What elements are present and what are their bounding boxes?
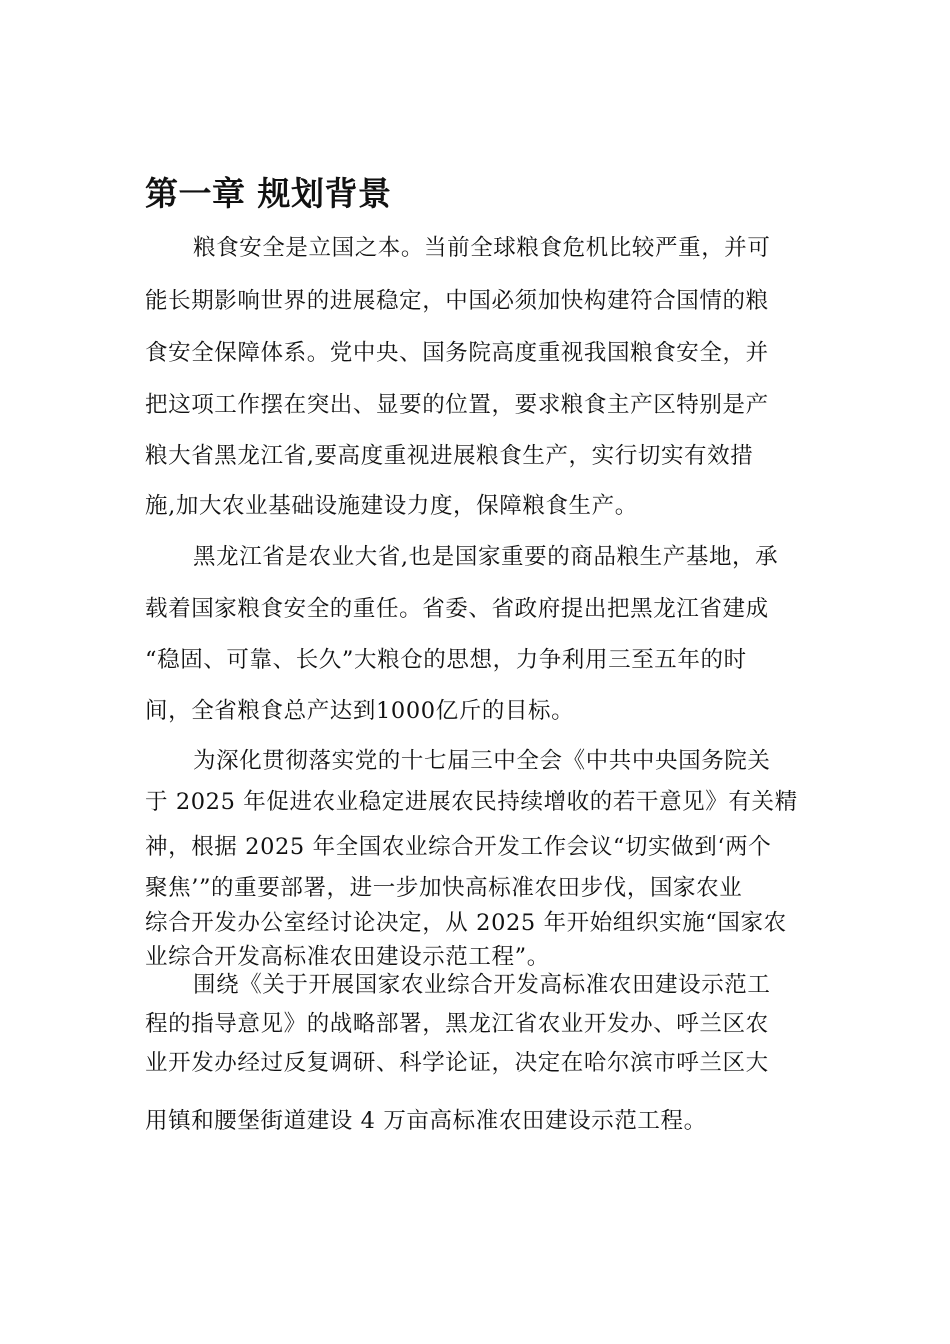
paragraph-2-line-4: 间，全省粮食总产达到1000亿斤的目标。 — [145, 698, 575, 724]
paragraph-2-line-1: 黑龙江省是农业大省,也是国家重要的商品粮生产基地，承 — [193, 544, 779, 570]
paragraph-3-line-3: 神，根据 2025 年全国农业综合开发工作会议“切实做到‘两个 — [145, 834, 772, 860]
paragraph-2-line-3: “稳固、可靠、长久”大粮仓的思想，力争利用三至五年的时 — [145, 647, 747, 673]
paragraph-3-line-2: 于 2025 年促进农业稳定进展农民持续增收的若干意见》有关精 — [145, 789, 798, 815]
paragraph-3-line-6: 业综合开发高标准农田建设示范工程”。 — [145, 944, 550, 970]
chapter-title: 第一章 规划背景 — [145, 174, 392, 213]
paragraph-2-line-2: 载着国家粮食安全的重任。省委、省政府提出把黑龙江省建成 — [145, 596, 769, 622]
paragraph-1-line-5: 粮大省黑龙江省,要高度重视进展粮食生产，实行切实有效措 — [145, 443, 754, 469]
paragraph-3-line-1: 为深化贯彻落实党的十七届三中全会《中共中央国务院关 — [193, 748, 771, 774]
paragraph-1-line-3: 食安全保障体系。党中央、国务院高度重视我国粮食安全，并 — [145, 340, 769, 366]
paragraph-4-line-1: 围绕《关于开展国家农业综合开发高标准农田建设示范工 — [193, 972, 771, 998]
paragraph-3-line-5: 综合开发办公室经讨论决定，从 2025 年开始组织实施“国家农 — [145, 910, 787, 936]
paragraph-1-line-4: 把这项工作摆在突出、显要的位置，要求粮食主产区特别是产 — [145, 392, 769, 418]
paragraph-4-line-4: 用镇和腰堡街道建设 4 万亩高标准农田建设示范工程。 — [145, 1108, 707, 1134]
paragraph-1-line-1: 粮食安全是立国之本。当前全球粮食危机比较严重，并可 — [193, 235, 771, 261]
paragraph-4-line-3: 业开发办经过反复调研、科学论证，决定在哈尔滨市呼兰区大 — [145, 1050, 769, 1076]
paragraph-1-line-2: 能长期影响世界的进展稳定，中国必须加快构建符合国情的粮 — [145, 288, 769, 314]
paragraph-3-line-4: 聚焦’”的重要部署，进一步加快高标准农田步伐，国家农业 — [145, 875, 743, 901]
paragraph-4-line-2: 程的指导意见》的战略部署，黑龙江省农业开发办、呼兰区农 — [145, 1011, 769, 1037]
paragraph-1-line-6: 施,加大农业基础设施建设力度，保障粮食生产。 — [145, 493, 638, 519]
